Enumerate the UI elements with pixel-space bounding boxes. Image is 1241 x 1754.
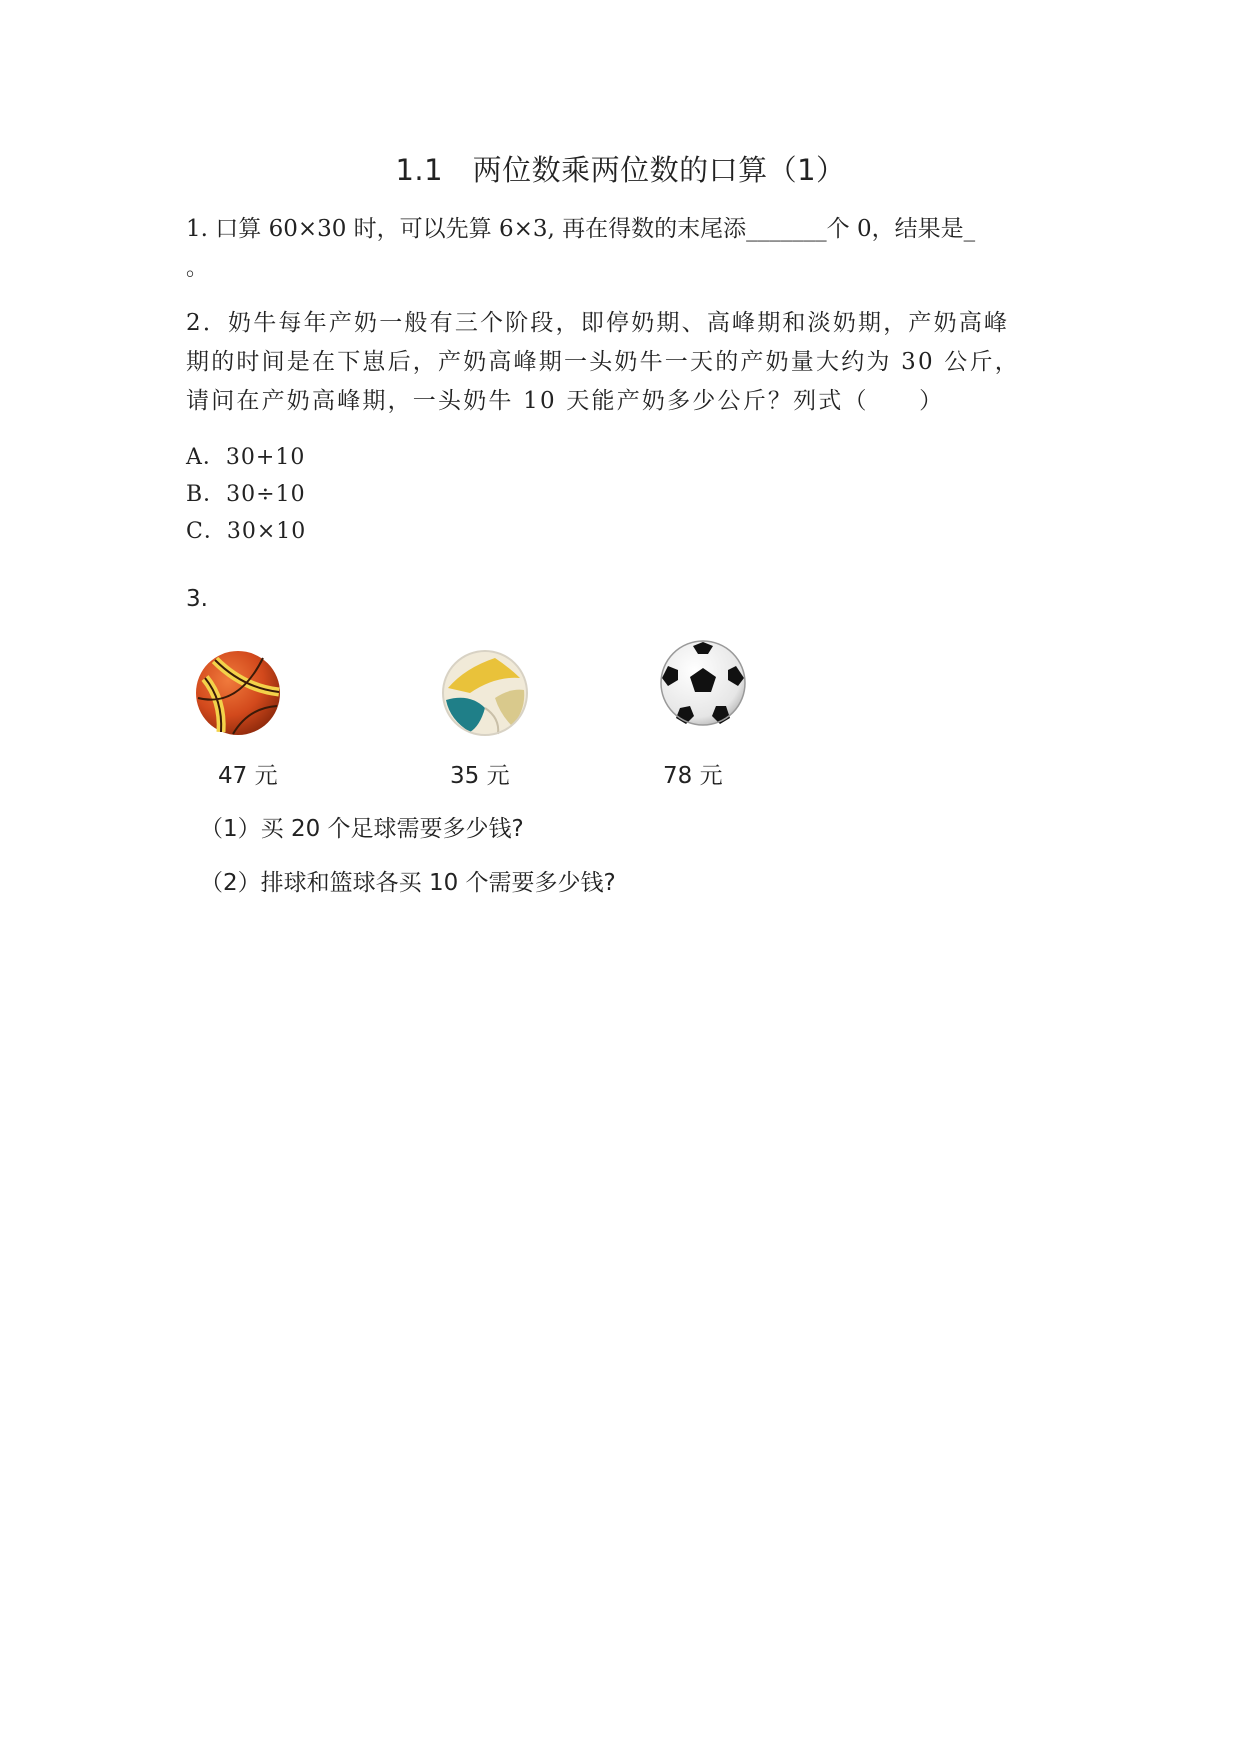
- volleyball-price: 35 元: [450, 763, 510, 789]
- question-2-line-3: 请问在产奶高峰期，一头奶牛 10 天能产奶多少公斤？列式（ ）: [186, 388, 945, 414]
- question-2: [186, 304, 1066, 421]
- basketball-price: 47 元: [218, 763, 278, 789]
- question-3-part-1: （1）买 20 个足球需要多少钱?: [200, 816, 524, 842]
- soccer-ball-icon: [658, 638, 748, 728]
- soccer-ball-price: 78 元: [663, 763, 723, 789]
- question-1-text: 1. 口算 60×30 时，可以先算 6×3, 再在得数的末尾添_______个 0，结果是_: [186, 216, 976, 242]
- basketball-icon: [193, 648, 283, 738]
- option-c: C．30×10: [186, 519, 307, 544]
- page-title: 1.1 两位数乘两位数的口算（1）: [395, 153, 846, 187]
- question-3-label: 3.: [186, 586, 208, 612]
- question-3-part-2: （2）排球和篮球各买 10 个需要多少钱?: [200, 870, 616, 896]
- option-b: B．30÷10: [186, 482, 306, 507]
- question-2-line-1: 2．奶牛每年产奶一般有三个阶段，即停奶期、高峰期和淡奶期，产奶高峰: [186, 310, 1010, 336]
- question-2-line-2: 期的时间是在下崽后，产奶高峰期一头奶牛一天的产奶量大约为 30 公斤，: [186, 349, 1020, 375]
- option-a: A．30+10: [186, 445, 306, 470]
- question-1: [186, 206, 1066, 281]
- question-1-tail: 。: [186, 256, 209, 281]
- volleyball-icon: [440, 648, 530, 738]
